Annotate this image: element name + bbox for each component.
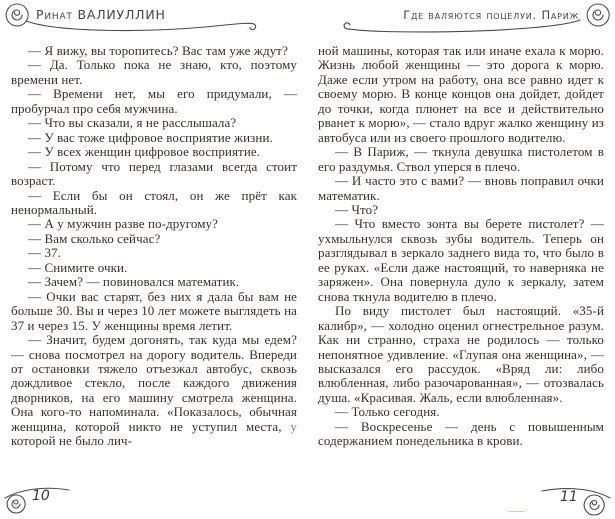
paragraph: — В Париж, — ткнула девушка пистолетом в его раздумья. Ствол уперся в плечо. <box>318 144 604 174</box>
paragraph: — Очки вас старят, без них я дала бы вам не больше 30. Вы и через 10 лет можете выглядеть на 37 и через 15. У женщины время летит. <box>11 288 297 333</box>
paragraph: — Времени нет, мы его придумали, — пробурчал про себя мужчина. <box>11 86 297 116</box>
paragraph: — Зачем? — повиновался математик. <box>28 274 240 290</box>
paragraph: ной машины, которая так или иначе ехала к морю. Жизнь любой женщины — это дорога к морю. Даже если утром на работу, она все равно идет к своему морю. В конце концов она дойдет, дойдет до точки, когда плюнет на все и действительно рванет к морю», — стало вдруг жалко женщину из автобуса или из своего прошлого водителю. <box>318 43 604 145</box>
paragraph: — Только сегодня. <box>335 404 440 420</box>
paragraph-segment: — Значит, будем догонять, так куда мы едем? — снова посмотрел на дорогу водитель. Впереди от остановки тяжело отъезжал автобус, сквозь дождливое стекло, после каждого движения дворников, на его машину смотрела женщина. Она кого-то напоминала. «Показалось, обычная женщина, которой никто не уступил места, <box>11 332 297 434</box>
left-running-header <box>0 0 300 40</box>
paragraph: — У вас тоже цифровое восприятие жизни. <box>28 129 273 145</box>
right-page-text <box>318 44 604 449</box>
left-page-text <box>11 44 297 449</box>
paragraph <box>11 333 297 449</box>
left-page-number: 10 <box>32 488 50 504</box>
paragraph: — Да. Только пока не знаю, кто, поэтому времени нет. <box>11 57 297 87</box>
pink-scan-mark <box>505 507 528 512</box>
paragraph: — Воскресенье — день с повышенным содержанием понедельника в крови. <box>318 418 604 449</box>
paragraph: — Потому что перед глазами всегда стоит возраст. <box>11 158 297 189</box>
paragraph: — 37. <box>28 245 61 261</box>
paragraph: — И часто это с вами? — вновь поправил очки математик. <box>318 173 604 203</box>
paragraph: — Я вижу, вы торопитесь? Вас там уже ждут? <box>28 43 288 58</box>
paragraph: — Снимите очки. <box>28 259 128 275</box>
paragraph: По виду пистолет был настоящий. «35-й калибр», — холодно оценил огнестрельное разум. Как ни странно, страха не родилось — только непонятное удивление. «Глупая она женщина», — высказался его рассудок. «Вряд ли: либо влюбленная, либо разочарованная», — отозвалась душа. «Красивая. Жаль, если влюбленная». <box>318 303 604 405</box>
highlighted-char: у <box>290 418 297 434</box>
right-page-number: 11 <box>560 489 578 505</box>
paragraph: — У всех женщин цифровое восприятие. <box>28 144 261 160</box>
paragraph: — Что вы сказали, я не расслышала? <box>28 115 237 131</box>
paragraph: — А у мужчин разве по-другому? <box>28 216 219 232</box>
paragraph: — Что? <box>335 201 379 217</box>
paragraph-segment: которой не было лич- <box>11 433 133 449</box>
right-running-header <box>330 0 615 40</box>
author-header: Ринат ВАЛИУЛЛИН <box>36 7 166 22</box>
paragraph: — Вам сколько сейчас? <box>28 230 161 246</box>
paragraph: — Что вместо зонта вы берете пистолет? — ухмыльнулся сквозь зубы водитель. Теперь он разглядывал в зеркало заднего вида то, что было в ее руках. «Если даже настоящий, то наверняка не заряжен». Она повернула дуло к зеркалу, затем снова ткнула водителю в плечо. <box>318 216 604 304</box>
book-title-header: Где валяются поцелуи. Париж <box>403 8 579 22</box>
paragraph: — Если бы он стоял, он же прёт как ненормальный. <box>11 187 297 217</box>
